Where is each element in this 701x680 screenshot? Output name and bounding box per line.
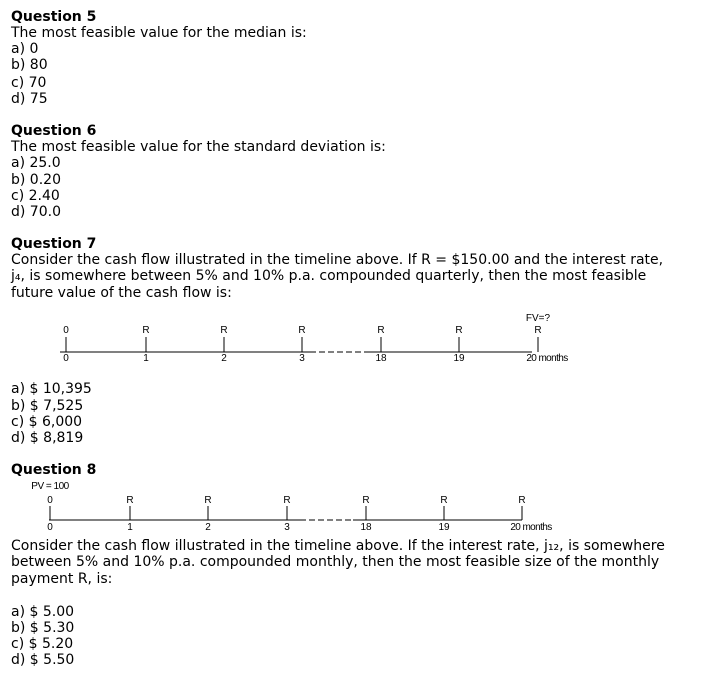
q7-period-label-19: 19 (453, 353, 465, 364)
question-5-title: Question 5 (11, 9, 97, 25)
q7-payment-label-18: R (377, 325, 385, 336)
question-8-title: Question 8 (11, 462, 97, 478)
q7-payment-label-19: R (455, 325, 463, 336)
question-8-text-line-1: Consider the cash flow illustrated in the timeline above. If the interest rate, j₁₂, is somewhere (11, 538, 665, 554)
question-7-text-line-2: j₄, is somewhere between 5% and 10% p.a. compounded quarterly, then the most feasible (11, 268, 647, 284)
question-5-option-b: b) 80 (11, 57, 48, 73)
q7-period-label-1: 1 (143, 353, 149, 364)
q7-payment-label-0: 0 (63, 325, 69, 336)
question-5-option-c: c) 70 (11, 75, 47, 91)
q8-period-label-20: 20 months (510, 522, 552, 533)
q8-period-label-1: 1 (127, 522, 133, 533)
q8-payment-label-3: R (283, 495, 291, 506)
question-5-option-a: a) 0 (11, 41, 39, 57)
question-6-title: Question 6 (11, 123, 97, 139)
q8-payment-label-18: R (362, 495, 370, 506)
q8-period-label-2: 2 (205, 522, 211, 533)
question-6-option-c: c) 2.40 (11, 188, 60, 204)
question-6-option-a: a) 25.0 (11, 155, 61, 171)
question-8-option-b: b) $ 5.30 (11, 620, 75, 636)
question-7-text-line-1: Consider the cash flow illustrated in the timeline above. If R = $150.00 and the interest rate, (11, 252, 664, 268)
question-6-text: The most feasible value for the standard deviation is: (11, 139, 386, 155)
q7-payment-label-2: R (220, 325, 228, 336)
q7-payment-label-1: R (142, 325, 150, 336)
question-8-option-d: d) $ 5.50 (11, 652, 75, 668)
q7-payment-label-3: R (298, 325, 306, 336)
q8-period-label-18: 18 (360, 522, 372, 533)
question-7-option-a: a) $ 10,395 (11, 381, 92, 397)
q7-period-label-2: 2 (221, 353, 227, 364)
q8-period-label-0: 0 (47, 522, 53, 533)
question-7-option-d: d) $ 8,819 (11, 430, 84, 446)
q8-period-label-19: 19 (438, 522, 450, 533)
question-6-option-b: b) 0.20 (11, 172, 61, 188)
q8-payment-label-0: 0 (47, 495, 53, 506)
q8-payment-label-1: R (126, 495, 134, 506)
q7-period-label-20: 20 months (526, 353, 568, 364)
q8-payment-label-19: R (440, 495, 448, 506)
q7-period-label-18: 18 (375, 353, 387, 364)
q8-payment-label-2: R (204, 495, 212, 506)
question-8-option-a: a) $ 5.00 (11, 604, 75, 620)
q7-fv-label: FV=? (525, 313, 551, 324)
question-7-title: Question 7 (11, 236, 97, 252)
question-5-text: The most feasible value for the median is: (11, 25, 307, 41)
question-7-text-line-3: future value of the cash flow is: (11, 285, 232, 301)
question-8-option-c: c) $ 5.20 (11, 636, 74, 652)
question-6-option-d: d) 70.0 (11, 204, 61, 220)
q8-period-label-3: 3 (284, 522, 290, 533)
q7-period-label-3: 3 (299, 353, 305, 364)
question-7-option-c: c) $ 6,000 (11, 414, 83, 430)
q7-period-label-0: 0 (63, 353, 69, 364)
question-7-option-b: b) $ 7,525 (11, 398, 84, 414)
q7-payment-label-20: R (534, 325, 542, 336)
q8-pv-label: PV = 100 (31, 481, 69, 492)
question-8-text-line-3: payment R, is: (11, 571, 113, 587)
question-5-option-d: d) 75 (11, 91, 48, 107)
question-8-text-line-2: between 5% and 10% p.a. compounded monthly, then the most feasible size of the monthly (11, 554, 660, 570)
q8-payment-label-20: R (518, 495, 526, 506)
